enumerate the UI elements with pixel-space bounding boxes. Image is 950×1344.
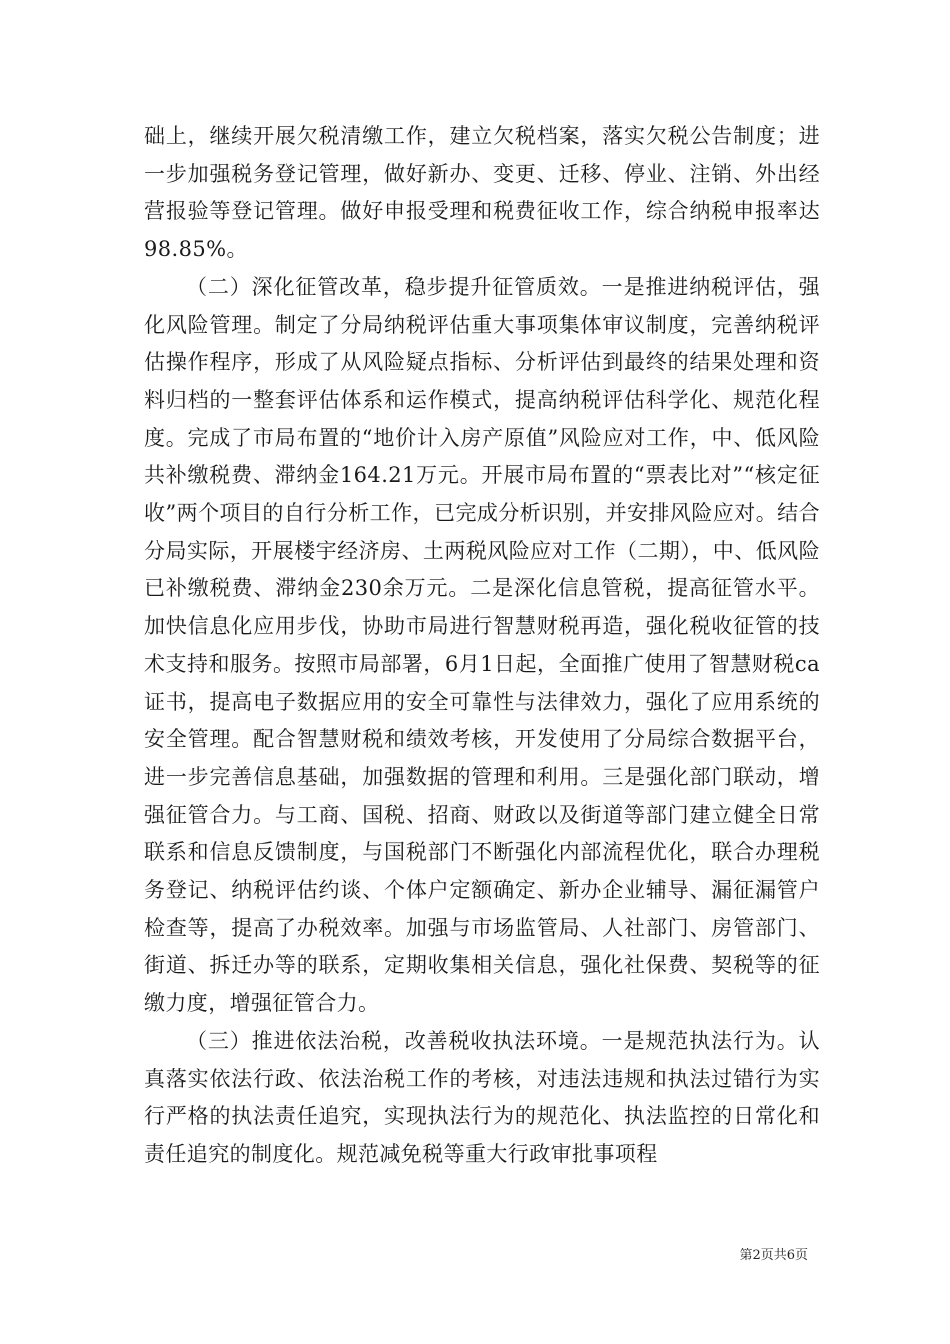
- paragraph-section-three: （三）推进依法治税，改善税收执法环境。一是规范执法行为。认真落实依法行政、依法治税工作的考核，对违法违规和执法过错行为实行严格的执法责任追究，实现执法行为的规范化、执法监控的日常化和责任追究的制度化。规范减免税等重大行政审批事项程: [144, 1028, 820, 1166]
- paragraph-section-two: （二）深化征管改革，稳步提升征管质效。一是推进纳税评估，强化风险管理。制定了分局纳税评估重大事项集体审议制度，完善纳税评估操作程序，形成了从风险疑点指标、分析评估到最终的结果处理和资料归档的一整套评估体系和运作模式，提高纳税评估科学化、规范化程度。完成了市局布置的“地价计入房产原值”风险应对工作，中、低风险共补缴税费、滞纳金164.21万元。开展市局布置的“票表比对”“核定征收”两个项目的自行分析工作，已完成分析识别，并安排风险应对。结合分局实际，开展楼宇经济房、土两税风险应对工作（二期），中、低风险已补缴税费、滞纳金230余万元。二是深化信息管税，提高征管水平。加快信息化应用步伐，协助市局进行智慧财税再造，强化税收征管的技术支持和服务。按照市局部署，6月1日起，全面推广使用了智慧财税ca证书，提高电子数据应用的安全可靠性与法律效力，强化了应用系统的安全管理。配合智慧财税和绩效考核，开发使用了分局综合数据平台，进一步完善信息基础，加强数据的管理和利用。三是强化部门联动，增强征管合力。与工商、国税、招商、财政以及街道等部门建立健全日常联系和信息反馈制度，与国税部门不断强化内部流程优化，联合办理税务登记、纳税评估约谈、个体户定额确定、新办企业辅导、漏征漏管户检查等，提高了办税效率。加强与市场监管局、人社部门、房管部门、街道、拆迁办等的联系，定期收集相关信息，强化社保费、契税等的征缴力度，增强征管合力。: [144, 274, 820, 1016]
- paragraph-continuation: 础上，继续开展欠税清缴工作，建立欠税档案，落实欠税公告制度；进一步加强税务登记管理，做好新办、变更、迁移、停业、注销、外出经营报验等登记管理。做好申报受理和税费征收工作，综合纳税申报率达98.85%。: [144, 124, 820, 262]
- page-number-footer: 第2页共6页: [739, 1248, 808, 1263]
- document-body: [144, 118, 820, 1174]
